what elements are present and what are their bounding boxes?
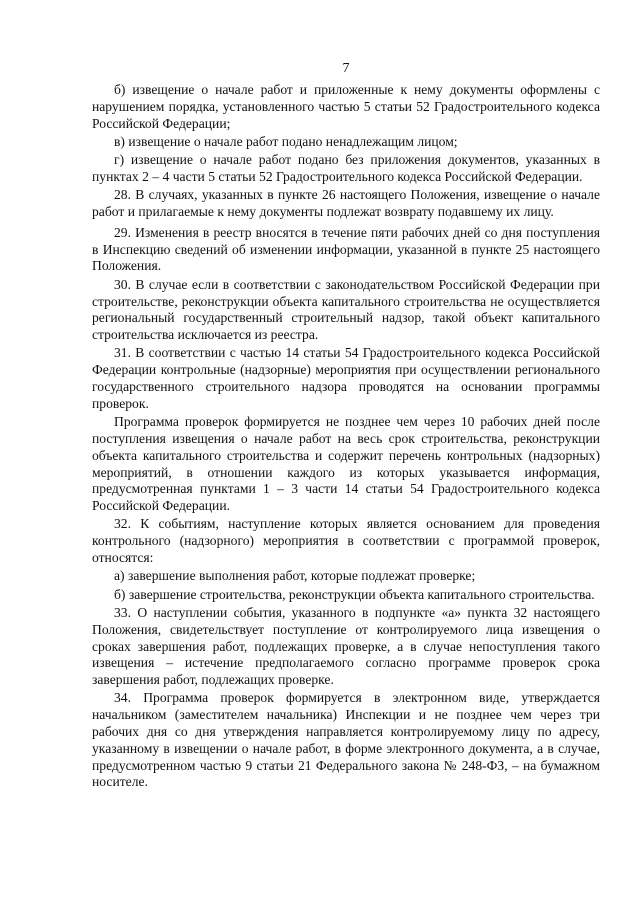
paragraph-34: 34. Программа проверок формируется в электронном виде, утверждается начальником (заместителем начальника) Инспекции и не позднее чем через три рабочих дня со дня утверждения направляется контролируемому лицу по адресу, указанному в извещении о начале работ, в форме электронного документа, а в случае, предусмотренном частью 9 статьи 21 Федерального закона № 248-ФЗ, – на бумажном носителе. <box>92 690 600 790</box>
document-page <box>92 60 600 793</box>
paragraph-32-item-b: б) завершение строительства, реконструкции объекта капитального строительства. <box>114 586 595 602</box>
paragraph-program-checks: Программа проверок формируется не позднее чем через 10 рабочих дней после поступления извещения о начале работ на весь срок строительства, реконструкции объекта капитального строительства и содержит перечень контрольных (надзорных) мероприятий, в отношении каждого из которых указывается информация, предусмотренная пунктами 1 – 3 части 14 статьи 54 Градостроительного кодекса Российской Федерации. <box>92 414 600 514</box>
paragraph-32: 32. К событиям, наступление которых является основанием для проведения контрольного (надзорного) мероприятия в соответствии с программой проверок, относятся: <box>92 516 600 566</box>
page-number: 7 <box>342 61 350 76</box>
paragraph-item-v: в) извещение о начале работ подано ненадлежащим лицом; <box>114 133 458 149</box>
paragraph-28: 28. В случаях, указанных в пункте 26 настоящего Положения, извещение о начале работ и прилагаемые к нему документы подлежат возврату подавшему их лицу. <box>92 187 600 220</box>
paragraph-item-b: б) извещение о начале работ и приложенные к нему документы оформлены с нарушением порядка, установленного частью 5 статьи 52 Градостроительного кодекса Российской Федерации; <box>92 82 600 131</box>
paragraph-30: 30. В случае если в соответствии с законодательством Российской Федерации при строительстве, реконструкции объекта капитального строительства не осуществляется региональный государственный строительный надзор, такой объект капитального строительства исключается из реестра. <box>92 276 600 343</box>
paragraph-33: 33. О наступлении события, указанного в подпункте «а» пункта 32 настоящего Положения, свидетельствует поступление от контролируемого лица извещения о сроках завершения работ, подлежащих проверке, а в случае непоступления такого извещения – истечение предполагаемого согласно программе проверок срока завершения работ, подлежащих проверке. <box>92 604 600 688</box>
paragraph-32-item-a: а) завершение выполнения работ, которые подлежат проверке; <box>114 568 476 584</box>
paragraph-item-g: г) извещение о начале работ подано без приложения документов, указанных в пунктах 2 – 4 части 5 статьи 52 Градостроительного кодекса Российской Федерации. <box>92 152 600 184</box>
paragraph-31: 31. В соответствии с частью 14 статьи 54 Градостроительного кодекса Российской Федерации контрольные (надзорные) мероприятия при осуществлении регионального государственного строительного надзора проводятся на основании программы проверок. <box>92 345 600 411</box>
paragraph-29: 29. Изменения в реестр вносятся в течение пяти рабочих дней со дня поступления в Инспекцию сведений об изменении информации, указанной в пункте 25 настоящего Положения. <box>92 224 600 274</box>
